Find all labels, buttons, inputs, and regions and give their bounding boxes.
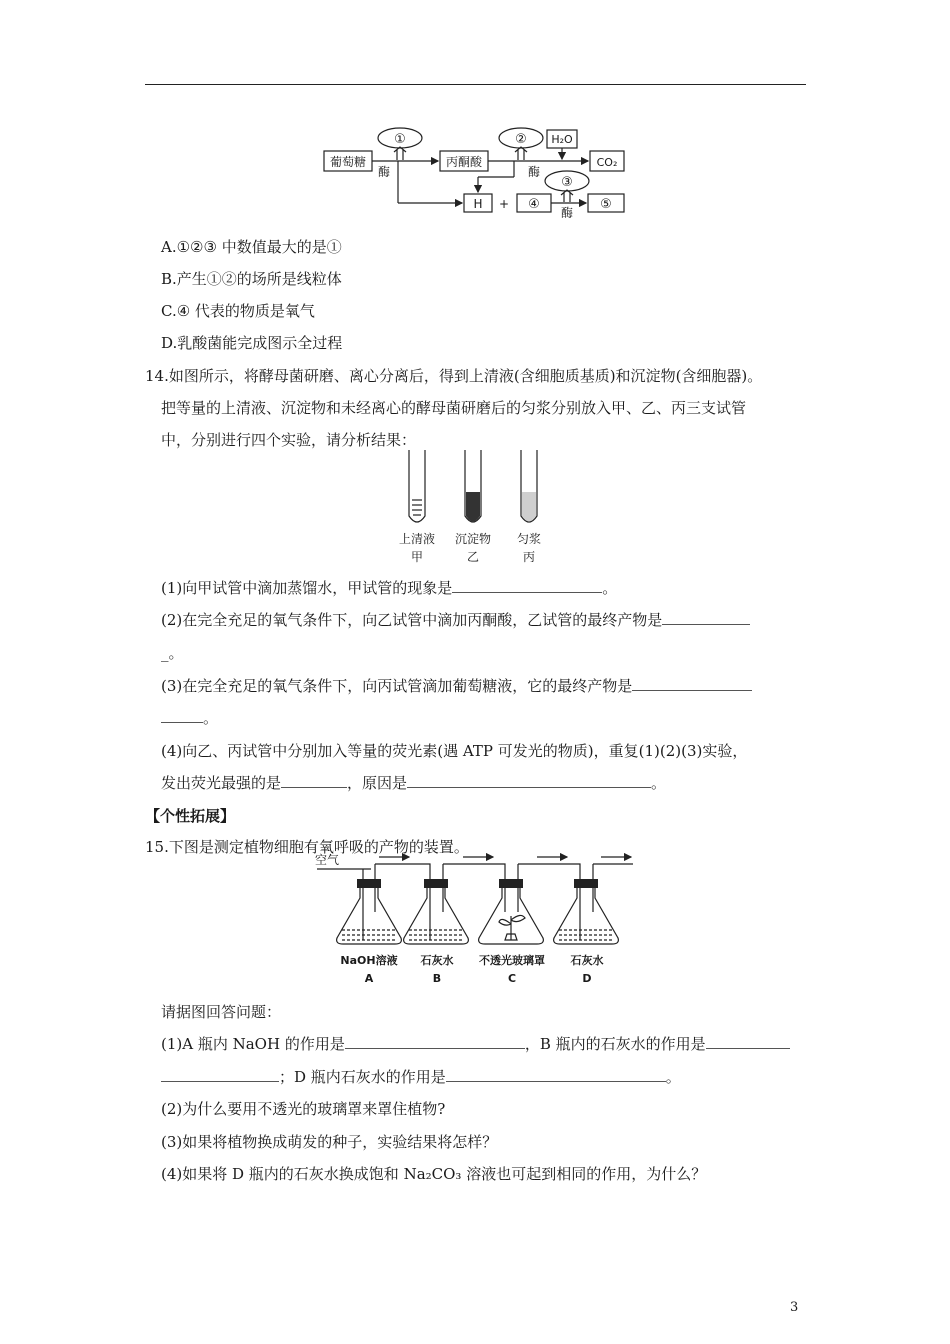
flask-label-c: 不透光玻璃罩	[479, 954, 545, 967]
q15-part-3: (3)如果将植物换成萌发的种子，实验结果将怎样？	[161, 1133, 498, 1151]
header-rule	[145, 84, 806, 85]
q14-stem-line-3: 中，分别进行四个实验，请分析结果：	[161, 431, 417, 449]
answer-blank[interactable]	[446, 1067, 666, 1082]
respiration-diagram	[318, 122, 638, 218]
node-1-label: ①	[394, 132, 406, 147]
q15-part-4: (4)如果将 D 瓶内的石灰水换成饱和 Na₂CO₃ 溶液也可起到相同的作用，为什么？	[161, 1165, 707, 1183]
co2-label: CO₂	[596, 156, 618, 169]
q14-part-2-cont: _。	[161, 644, 184, 662]
q13-option-c: C.④ 代表的物质是氧气	[161, 302, 315, 320]
node-5-label: ⑤	[600, 197, 612, 212]
q15-stem: 15.下图是测定植物细胞有氧呼吸的产物的装置。	[145, 838, 469, 856]
q15-part-1-cont: ；D 瓶内石灰水的作用是 。	[161, 1067, 681, 1087]
flask-letter-b: B	[432, 972, 442, 985]
q15-prompt: 请据图回答问题：	[161, 1003, 282, 1021]
air-label: 空气	[315, 853, 340, 867]
flask-label-d: 石灰水	[570, 954, 604, 967]
tube-name-bing: 丙	[522, 550, 536, 564]
node-4-label: ④	[528, 197, 540, 212]
flask-apparatus-figure	[315, 852, 645, 987]
q15-part-2: (2)为什么要用不透光的玻璃罩来罩住植物?	[161, 1100, 446, 1118]
answer-blank[interactable]	[452, 578, 602, 593]
homogenate-fill	[522, 492, 536, 522]
q14-part-4-cont: 发出荧光最强的是 ，原因是 。	[161, 774, 667, 792]
answer-blank[interactable]	[407, 773, 651, 788]
node-2-label: ②	[515, 132, 527, 147]
q14-part-3: (3)在完全充足的氧气条件下，向丙试管滴加葡萄糖液，它的最终产物是	[161, 676, 752, 696]
answer-blank[interactable]	[345, 1034, 525, 1049]
node-3-label: ③	[561, 175, 573, 190]
q13-option-b: B.产生①②的场所是线粒体	[161, 270, 342, 288]
q13-option-a: A.①②③ 中数值最大的是①	[161, 238, 342, 256]
enzyme-label-1: 酶	[377, 165, 391, 179]
test-tubes-figure	[395, 448, 565, 566]
flask-letter-c: C	[507, 972, 517, 985]
glucose-label: 葡萄糖	[329, 155, 367, 169]
q14-stem-line-1: 14.如图所示，将酵母菌研磨、离心分离后，得到上清液(含细胞质基质)和沉淀物(含细胞器)。	[145, 367, 763, 385]
page-number: 3	[790, 1300, 799, 1315]
tube-name-jia: 甲	[410, 550, 424, 564]
tube-jia	[409, 450, 425, 522]
tube-label-jia: 上清液	[398, 532, 436, 546]
flask-letter-a: A	[364, 972, 374, 985]
q14-stem-line-2: 把等量的上清液、沉淀物和未经离心的酵母菌研磨后的匀浆分别放入甲、乙、丙三支试管	[161, 399, 747, 417]
q15-part-1: (1)A 瓶内 NaOH 的作用是 ，B 瓶内的石灰水的作用是	[161, 1034, 790, 1054]
plus-label: +	[498, 197, 510, 211]
answer-blank[interactable]	[161, 1067, 279, 1082]
plant	[499, 915, 525, 940]
h2o-label: H₂O	[551, 133, 573, 146]
tube-label-bing: 匀浆	[516, 532, 542, 546]
q14-part-2: (2)在完全充足的氧气条件下，向乙试管中滴加丙酮酸，乙试管的最终产物是	[161, 610, 750, 630]
answer-blank[interactable]	[281, 773, 347, 788]
enzyme-label-3: 酶	[560, 206, 574, 218]
answer-blank[interactable]	[706, 1034, 790, 1049]
answer-blank[interactable]	[161, 708, 203, 723]
tube-label-yi: 沉淀物	[454, 532, 492, 546]
enzyme-label-2: 酶	[527, 165, 541, 179]
q13-option-d: D.乳酸菌能完成图示全过程	[161, 334, 343, 352]
q14-part-3-cont: 。	[161, 708, 218, 728]
q14-part-4: (4)向乙、丙试管中分别加入等量的荧光素(遇 ATP 可发光的物质)，重复(1)(2)(3)实验，	[161, 742, 748, 760]
answer-blank[interactable]	[662, 610, 750, 625]
h-label: H	[473, 197, 483, 211]
pyruvate-label: 丙酮酸	[445, 155, 483, 169]
section-title: 【个性拓展】	[145, 807, 236, 825]
sediment-fill	[466, 492, 480, 522]
tube-name-yi: 乙	[466, 550, 480, 564]
answer-blank[interactable]	[632, 676, 752, 691]
q14-part-1: (1)向甲试管中滴加蒸馏水，甲试管的现象是 。	[161, 579, 618, 597]
flask-label-b: 石灰水	[420, 954, 454, 967]
flask-label-a: NaOH溶液	[340, 954, 398, 967]
flask-letter-d: D	[582, 972, 592, 985]
